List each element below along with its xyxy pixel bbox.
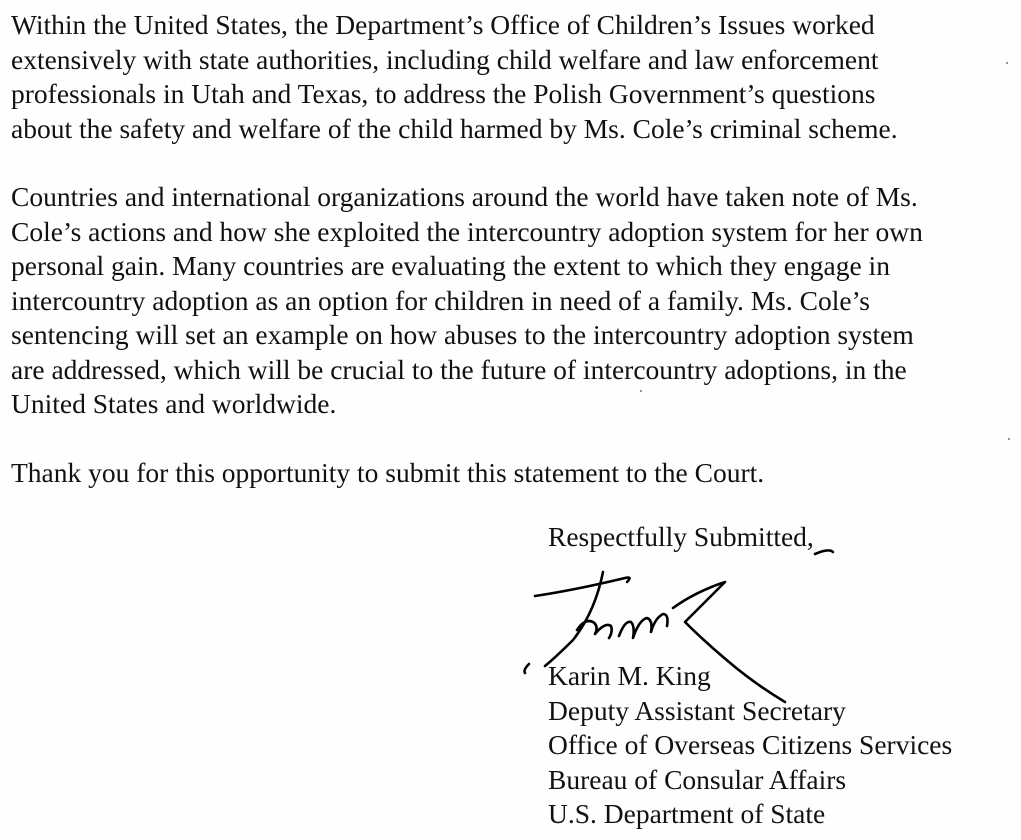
signer-bureau: Bureau of Consular Affairs (548, 763, 847, 795)
text-line: Within the United States, the Department’s Office of Children’s Issues worked (11, 9, 875, 40)
signer-office: Office of Overseas Citizens Services (548, 729, 953, 760)
signer-title: Deputy Assistant Secretary (548, 694, 846, 726)
scan-speck (640, 390, 642, 392)
signer-department: U.S. Department of State (548, 798, 826, 829)
closing-text: Respectfully Submitted, (548, 521, 814, 552)
text-line: Cole’s actions and how she exploited the intercountry adoption system for her own (11, 215, 923, 247)
scan-speck (1008, 438, 1010, 440)
text-line: professionals in Utah and Texas, to address the Polish Government’s questions (11, 78, 876, 109)
paragraph-international-impact (11, 180, 1016, 422)
paragraph-childrens-issues (11, 8, 1016, 146)
text-line: Thank you for this opportunity to submit this statement to the Court. (11, 456, 765, 488)
text-line: extensively with state authorities, including child welfare and law enforcement (11, 43, 879, 75)
closing-line (548, 520, 1008, 555)
text-line: about the safety and welfare of the child harmed by Ms. Cole’s criminal scheme. (11, 112, 898, 144)
text-line: are addressed, which will be crucial to the future of intercountry adoptions, in the (11, 353, 907, 385)
paragraph-thank-you (11, 456, 1016, 491)
text-line: personal gain. Many countries are evaluating the extent to which they engage in (11, 250, 890, 281)
text-line: Countries and international organizations around the world have taken note of Ms. (11, 181, 918, 212)
text-line: sentencing will set an example on how abuses to the intercountry adoption system (11, 319, 914, 350)
text-line: intercountry adoption as an option for children in need of a family. Ms. Cole’s (11, 284, 870, 316)
signature-block (548, 659, 1008, 832)
scan-speck (1006, 62, 1008, 64)
signer-name: Karin M. King (548, 660, 711, 691)
text-line: United States and worldwide. (11, 388, 337, 419)
letter-body (11, 8, 1016, 524)
